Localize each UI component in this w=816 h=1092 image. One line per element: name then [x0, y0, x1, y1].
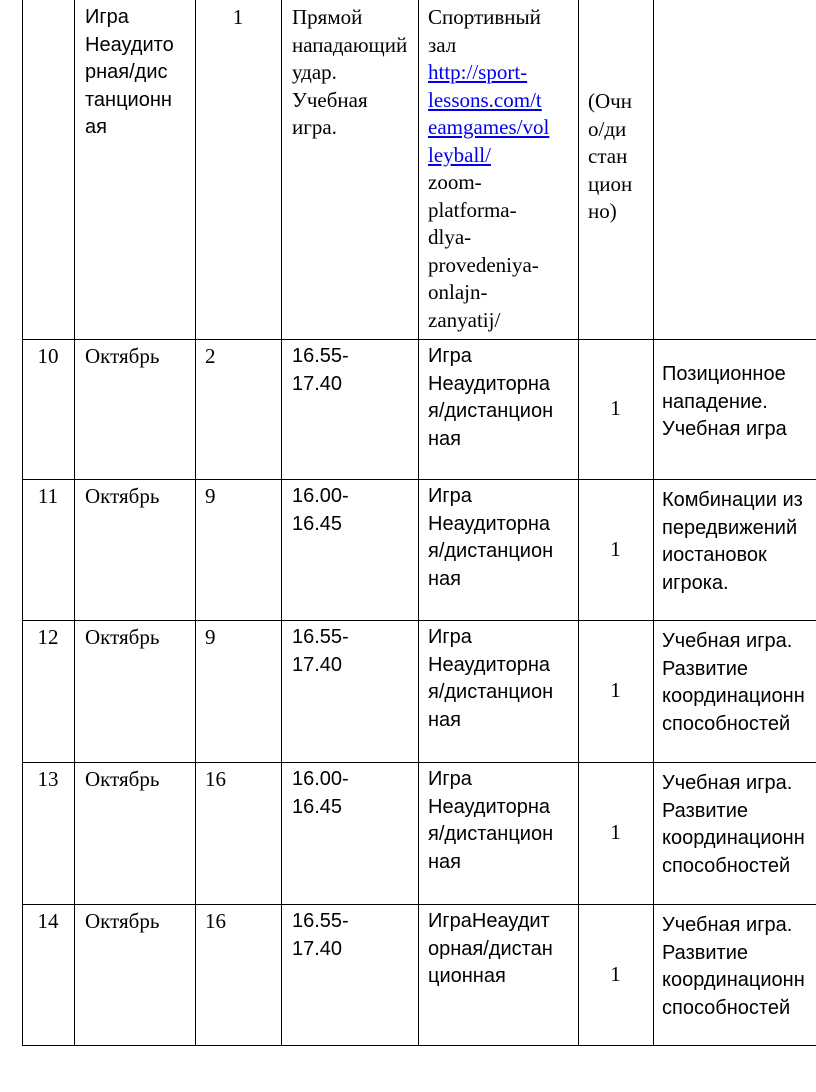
- row-number: 10: [37, 344, 59, 368]
- time-cell: [292, 483, 349, 538]
- cell-line: Спортивный: [428, 5, 541, 29]
- count-cell: [578, 961, 653, 989]
- cell-line: координационн: [662, 827, 805, 849]
- cell-line: Позиционное: [662, 363, 786, 385]
- col-divider: [578, 0, 579, 1045]
- cell-line: Неаудито: [85, 33, 174, 56]
- row-divider: [22, 762, 816, 763]
- cell-line: ная: [428, 850, 461, 873]
- col-divider: [418, 0, 419, 1045]
- cell-line: я/дистанцион: [428, 400, 554, 422]
- cell-line: но): [588, 199, 617, 223]
- count-cell: [578, 819, 653, 847]
- count-cell: [578, 536, 653, 564]
- cell-line: dlya-: [428, 225, 472, 249]
- cell-line: Неаудиторна: [428, 512, 550, 535]
- time-cell: [292, 766, 349, 821]
- cell-line: Развитие: [662, 799, 748, 822]
- cell-line: 16.45: [292, 512, 343, 535]
- col-divider: [22, 0, 23, 1045]
- resource-link-line[interactable]: eamgames/vol: [428, 115, 550, 139]
- day-cell: 16: [205, 909, 226, 933]
- cell-line: координационн: [662, 685, 805, 707]
- resource-link-line[interactable]: leyball/: [428, 142, 491, 167]
- count-cell: [578, 395, 653, 423]
- place-cell: [428, 343, 553, 453]
- cell-line: 17.40: [292, 937, 343, 960]
- month-cell: [85, 4, 174, 142]
- place-cell: [428, 483, 553, 593]
- col-divider: [281, 0, 282, 1045]
- topic-cell: [662, 487, 803, 597]
- cell-line: Неаудиторна: [428, 795, 550, 818]
- cell-line: Октябрь: [85, 344, 160, 368]
- row-number: 12: [37, 625, 59, 649]
- month-cell: [85, 483, 159, 511]
- cell-line: стан: [588, 144, 628, 168]
- cell-line: танционн: [85, 88, 172, 111]
- cell-line: Учебная: [292, 87, 368, 112]
- resource-link-line[interactable]: lessons.com/t: [428, 87, 542, 112]
- cell-line: Игра: [428, 485, 472, 507]
- row-divider: [22, 620, 816, 621]
- cell-line: Неаудиторна: [428, 653, 550, 676]
- cell-line: 1: [610, 396, 621, 421]
- cell-line: Игра: [428, 768, 472, 790]
- cell-line: я/дистанцион: [428, 540, 554, 562]
- topic-cell: [662, 912, 805, 1022]
- cell-line: provedeniya-: [428, 252, 539, 277]
- topic-cell: [662, 770, 805, 880]
- cell-line: Октябрь: [85, 484, 160, 508]
- cell-line: 16.55-: [292, 345, 349, 367]
- resource-link-line[interactable]: http://sport-: [428, 60, 528, 84]
- cell-line: Прямой: [292, 5, 363, 29]
- cell-line: игра.: [292, 115, 337, 139]
- cell-line: иостановок: [662, 544, 767, 566]
- topic-cell: [662, 628, 805, 738]
- cell-line: я/дистанцион: [428, 681, 554, 703]
- cell-line: 16.45: [292, 795, 343, 818]
- month-cell: [85, 624, 159, 652]
- cell-line: 17.40: [292, 372, 343, 395]
- cell-line: ная: [428, 567, 461, 590]
- cell-line: зал: [428, 32, 457, 57]
- cell-line: способностей: [662, 996, 791, 1019]
- row-divider: [22, 904, 816, 905]
- month-cell: [85, 908, 159, 936]
- count-cell: [578, 677, 653, 705]
- topic-cell: [662, 361, 787, 444]
- row-number: 14: [37, 909, 59, 933]
- row-divider: [22, 479, 816, 480]
- cell-line: zanyatij/: [428, 307, 501, 332]
- cell-line: цион: [588, 171, 633, 196]
- cell-line: 1: [610, 961, 621, 986]
- cell-line: Игра: [85, 6, 129, 28]
- cell-line: нападающий: [292, 32, 408, 57]
- cell-line: Октябрь: [85, 767, 160, 791]
- cell-line: передвижений: [662, 516, 798, 539]
- day-cell: 9: [205, 484, 216, 508]
- time-cell: [292, 624, 349, 679]
- cell-line: 16.55-: [292, 910, 349, 932]
- row-divider: [22, 339, 816, 340]
- day-cell: 9: [205, 625, 216, 649]
- cell-line: ная: [428, 708, 461, 731]
- cell-line: platforma-: [428, 197, 517, 222]
- cell-line: орная/дистан: [428, 937, 553, 960]
- cell-line: ая: [85, 116, 107, 138]
- cell-line: Учебная игра.: [662, 630, 793, 652]
- cell-line: удар.: [292, 60, 337, 84]
- cell-line: 16.00-: [292, 485, 349, 507]
- time-cell: [292, 908, 349, 963]
- cell-line: ционная: [428, 965, 506, 987]
- place-cell: [428, 624, 553, 734]
- cell-line: Учебная игра: [662, 418, 787, 440]
- cell-line: 1: [610, 536, 621, 561]
- cell-line: игрока.: [662, 571, 729, 594]
- cell-line: 16.00-: [292, 768, 349, 790]
- count-cell: [588, 88, 632, 226]
- cell-line: Октябрь: [85, 909, 160, 933]
- cell-line: onlajn-: [428, 280, 488, 304]
- day-cell: 16: [205, 767, 226, 791]
- cell-line: Игра: [428, 345, 472, 367]
- cell-line: ная: [428, 427, 461, 450]
- cell-line: zoom-: [428, 170, 482, 194]
- row-number: 11: [37, 484, 59, 508]
- col-divider: [195, 0, 196, 1045]
- month-cell: [85, 766, 159, 794]
- cell-line: 1: [610, 820, 621, 845]
- cell-line: ИграНеаудит: [428, 910, 550, 932]
- col-divider: [653, 0, 654, 1045]
- cell-line: рная/дис: [85, 61, 168, 83]
- cell-line: о/ди: [588, 116, 627, 141]
- cell-line: (Очн: [588, 89, 632, 113]
- day-cell: 2: [205, 344, 216, 368]
- day-cell: 1: [232, 5, 244, 29]
- cell-line: Октябрь: [85, 625, 160, 649]
- row-divider: [22, 1045, 816, 1046]
- cell-line: Комбинации из: [662, 489, 803, 511]
- time-cell: [292, 4, 407, 142]
- cell-line: 17.40: [292, 653, 343, 676]
- cell-line: я/дистанцион: [428, 823, 554, 845]
- cell-line: Развитие: [662, 657, 748, 680]
- cell-line: способностей: [662, 712, 791, 735]
- cell-line: Развитие: [662, 941, 748, 964]
- cell-line: 16.55-: [292, 626, 349, 648]
- place-cell: [428, 766, 553, 876]
- cell-line: нападение.: [662, 390, 768, 413]
- cell-line: Учебная игра.: [662, 772, 793, 794]
- row-number: 13: [37, 767, 59, 791]
- cell-line: 1: [610, 678, 621, 703]
- cell-line: способностей: [662, 854, 791, 877]
- cell-line: Учебная игра.: [662, 914, 793, 936]
- cell-line: координационн: [662, 969, 805, 991]
- col-divider: [74, 0, 75, 1045]
- cell-line: Неаудиторна: [428, 372, 550, 395]
- month-cell: [85, 343, 159, 371]
- place-cell: [428, 4, 549, 334]
- place-cell: [428, 908, 553, 991]
- time-cell: [292, 343, 349, 398]
- cell-line: Игра: [428, 626, 472, 648]
